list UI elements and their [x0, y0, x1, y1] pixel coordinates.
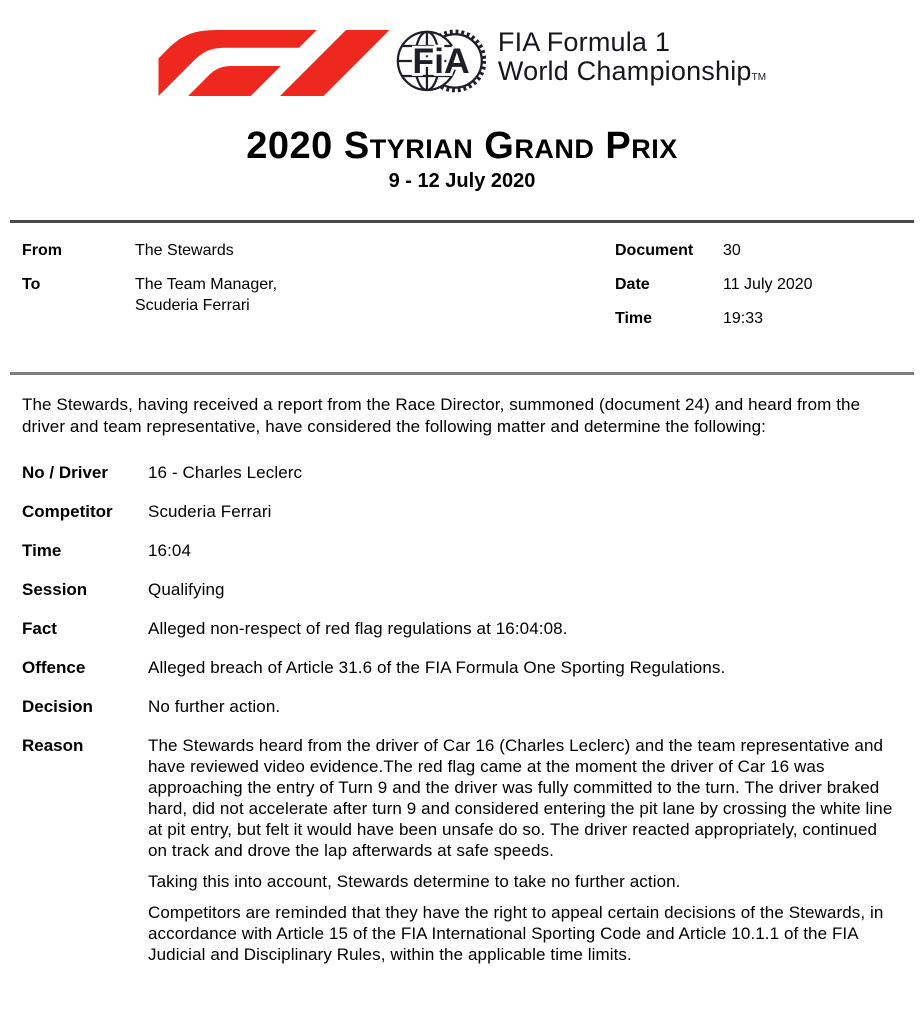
field-row-decision	[22, 696, 894, 717]
fia-monogram: FiA	[412, 41, 470, 82]
time-field-label: Time	[22, 541, 62, 560]
field-row-offence	[22, 657, 894, 678]
competitor-value: Scuderia Ferrari	[148, 502, 272, 521]
wordmark-line2: World ChampionshipTM	[497, 56, 767, 86]
field-row-time	[22, 540, 894, 561]
event-title: 2020 Styrian Grand Prix	[246, 125, 678, 167]
driver-label: No / Driver	[22, 463, 108, 482]
session-value: Qualifying	[148, 580, 225, 599]
reason-paragraph-1: The Stewards heard from the driver of Car 16 (Charles Leclerc) and the team representative and have reviewed video evidence.The red flag came at the moment the driver of Car 16 was approaching the entry of Turn 9 and the driver was fully committed to the turn. The driver braked hard, did not accelerate after turn 9 and considered entering the pit lane by crossing the white line at pit entry, but felt it would have been unsafe do so. The driver reacted appropriately, continued on track and drove the lap afterwards at safe speeds.	[148, 736, 893, 860]
session-label: Session	[22, 580, 88, 599]
meta-right-column	[615, 240, 924, 342]
driver-value: 16 - Charles Leclerc	[148, 463, 303, 482]
date-label: Date	[615, 276, 650, 293]
decision-label: Decision	[22, 697, 93, 716]
case-fields	[22, 462, 894, 965]
document-value: 30	[723, 242, 741, 259]
to-row	[22, 274, 615, 316]
decision-value: No further action.	[148, 697, 281, 716]
reason-paragraph-3: Competitors are reminded that they have the right to appeal certain decisions of the Stewards, in accordance with Article 15 of the FIA International Sporting Code and Article 10.1.1 of the FIA Judicial and Disciplinary Rules, within the applicable time limits.	[148, 903, 884, 964]
time-field-value: 16:04	[148, 541, 192, 560]
intro-paragraph: The Stewards, having received a report from the Race Director, summoned (document 24) and heard from the driver and team representative, have considered the following matter and determine the following:	[22, 395, 861, 436]
wordmark-line1: FIA Formula 1	[497, 27, 671, 57]
fact-value: Alleged non-respect of red flag regulations at 16:04:08.	[148, 619, 568, 638]
divider-meta	[10, 372, 914, 375]
date-value: 11 July 2020	[723, 276, 813, 293]
time-label: Time	[615, 310, 653, 327]
field-row-driver	[22, 462, 894, 483]
from-row	[22, 240, 615, 261]
time-value: 19:33	[723, 310, 764, 327]
f1-logo-icon	[158, 30, 390, 96]
from-value: The Stewards	[135, 242, 234, 259]
trademark-symbol: TM	[751, 72, 767, 83]
from-label: From	[22, 242, 62, 259]
document-meta	[0, 223, 924, 342]
championship-wordmark	[498, 28, 766, 92]
to-label: To	[22, 276, 41, 293]
competitor-label: Competitor	[22, 502, 113, 521]
reason-label: Reason	[22, 736, 84, 755]
reason-paragraph-2: Taking this into account, Stewards determine to take no further action.	[148, 872, 681, 891]
field-row-session	[22, 579, 894, 600]
field-row-fact	[22, 618, 894, 639]
offence-value: Alleged breach of Article 31.6 of the FIA Formula One Sporting Regulations.	[148, 658, 726, 677]
document-label: Document	[615, 242, 694, 259]
date-row	[615, 274, 924, 295]
header-logos	[0, 16, 924, 104]
meta-left-column	[22, 240, 615, 342]
time-row	[615, 308, 924, 329]
fact-label: Fact	[22, 619, 57, 638]
field-row-competitor	[22, 501, 894, 522]
offence-label: Offence	[22, 658, 86, 677]
event-dates: 9 - 12 July 2020	[388, 170, 536, 192]
fia-logo-icon	[396, 17, 486, 103]
field-row-reason	[22, 735, 894, 965]
reason-value	[148, 735, 894, 965]
document-number-row	[615, 240, 924, 261]
to-value: The Team Manager, Scuderia Ferrari	[135, 276, 278, 314]
